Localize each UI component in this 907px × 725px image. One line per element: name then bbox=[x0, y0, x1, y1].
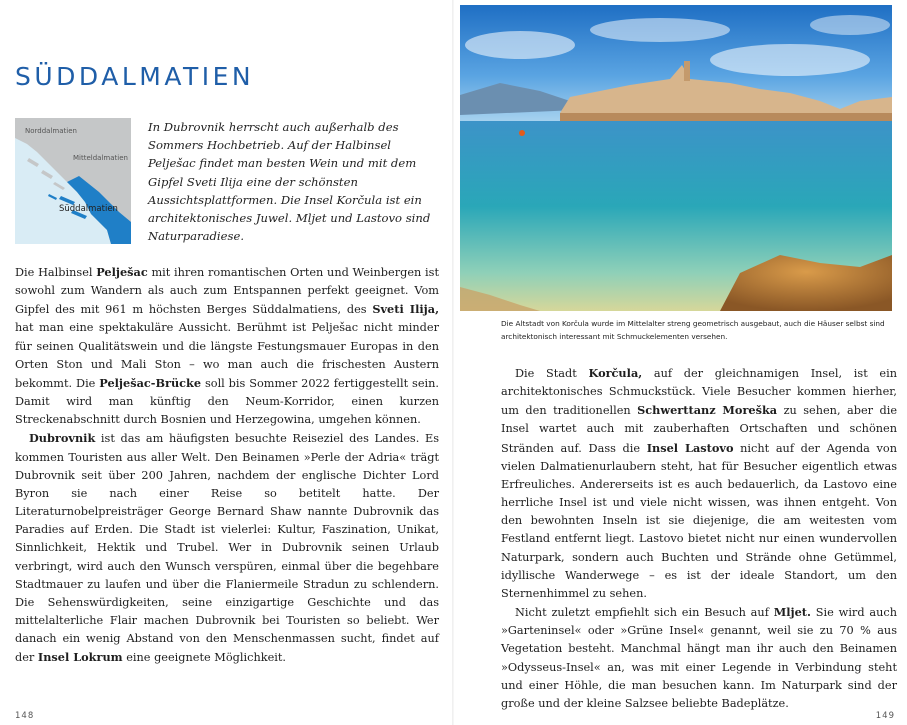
map-label-mitteldalmatien: Mitteldalmatien bbox=[73, 154, 128, 162]
paragraph-korcula: Die Stadt Korčula, auf der gleichnamigen Insel, ist ein architektonisches Schmuckstück. Viele Besucher kommen hierher, um den traditionellen Schwerttanz Moreška zu sehen, aber die Insel wartet auch mit zauberhaften Ortschaften und schönen Stränden auf. Dass die Insel Lastovo nicht auf der Agenda von vielen Dalmatienurlaubern steht, hat für Besucher eigentlich etwas Erfreuliches. Andererseits ist es auch bedauerlich, da Lastovo eine herrliche Insel ist und viele nicht wissen, was ihnen entgeht. Von den bewohnten Inseln ist sie diejenige, die am weitesten vom Festland entfernt liegt. Lastovo bietet nicht nur einen wundervollen Naturpark, sondern auch Buchten und Strände ohne Getümmel, idyllische Wanderwege – es ist der ideale Standort, um den Sternenhimmel zu sehen. bbox=[501, 366, 898, 600]
paragraph-dubrovnik: Dubrovnik ist das am häufigsten besuchte Reiseziel des Landes. Es kommen Touristen aus aller Welt. Den Beinamen »Perle der Adria« trägt Dubrovnik seit über 200 Jahren, nachdem der englische Dichter Lord Byron sie nach einer Reise so betitelt hatte. Der Literaturnobelpreisträger George Bernard Shaw nannte Dubrovnik das Paradies auf Erden. Die Stadt ist vielerlei: Kultur, Faszination, Unikat, Sinnlichkeit, Hektik und Trubel. Wer in Dubrovnik seinen Urlaub verbringt, wird auch den Wunsch verspüren, einmal über die begehbare Stadtmauer zu laufen und über die Flaniermeile Stradun zu schlendern. Die Sehenswürdigkeiten, seine einzigartige Geschichte und das mittelalterliche Flair machen Dubrovnik bei Touristen so beliebt. Wer danach ein wenig Abstand von den Menschenmassen sucht, findet auf der Insel Lokrum eine geeignete Möglichkeit. bbox=[15, 431, 439, 665]
page-number-right: 149 bbox=[875, 711, 895, 721]
left-page bbox=[0, 0, 453, 725]
paragraph-peljesac: Die Halbinsel Pelješac mit ihren romantischen Orten und Weinbergen ist sowohl zum Wandern als auch zum Entspannen perfekt geeignet. Vom Gipfel des mit 961 m höchsten Berges Süddalmatiens, des Sveti Ilija, hat man eine spektakuläre Aussicht. Berühmt ist Pelješac nicht minder für seinen Qualitätswein und die längste Festungsmauer Europas in den Orten Ston und Mali Ston – wo man auch die frischesten Austern bekommt. Die Pelješac-Brücke soll bis Sommer 2022 fertiggestellt sein. Damit wird man künftig den Neum-Korridor, einen kurzen Streckenabschnitt durch Bosnien und Herzegowina, umgehen können. bbox=[15, 265, 440, 427]
region-locator-map bbox=[15, 118, 131, 244]
term-korcula: Korčula, bbox=[588, 366, 643, 380]
chapter-title: SÜDDALMATIEN bbox=[15, 62, 255, 91]
left-body-text bbox=[15, 263, 439, 667]
term-dubrovnik: Dubrovnik bbox=[29, 431, 96, 446]
right-page bbox=[453, 0, 907, 725]
photo-caption: Die Altstadt von Korčula wurde im Mittelalter streng geometrisch ausgebaut, auch die Häuser selbst sind architektonisch interessant mit Schmuckelementen versehen. bbox=[501, 319, 885, 341]
term-schwerttanz-moreska: Schwerttanz Moreška bbox=[637, 403, 778, 418]
map-graphic bbox=[15, 118, 131, 244]
korcula-photo bbox=[460, 5, 892, 311]
term-peljesac-bruecke: Pelješac-Brücke bbox=[99, 375, 202, 390]
chapter-intro: In Dubrovnik herrscht auch außerhalb des Sommers Hochbetrieb. Auf der Halbinsel Pelješac findet man besten Wein und mit dem Gipfel Sveti Ilija eine der schönsten Aussichtsplattformen. Die Insel Korčula ist ein architektonisches Juwel. Mljet und Lastovo sind Naturparadiese. bbox=[148, 120, 431, 244]
term-mljet: Mljet. bbox=[773, 605, 811, 620]
map-label-sueddalmatien: Süddalmatien bbox=[59, 204, 118, 214]
korcula-photo-illustration bbox=[460, 5, 892, 311]
map-label-norddalmatien: Norddalmatien bbox=[25, 127, 77, 135]
right-body-text bbox=[501, 364, 897, 713]
term-insel-lokrum: Insel Lokrum bbox=[37, 650, 123, 665]
page-number-left: 148 bbox=[15, 711, 35, 721]
term-insel-lastovo: Insel Lastovo bbox=[646, 440, 734, 455]
term-sveti-ilija: Sveti Ilija, bbox=[372, 302, 440, 317]
term-peljesac: Pelješac bbox=[96, 265, 148, 279]
paragraph-mljet: Nicht zuletzt empfiehlt sich ein Besuch auf Mljet. Sie wird auch »Garteninsel« oder »Grüne Insel« genannt, weil sie zu 70 % aus Vegetation besteht. Manchmal hängt man ihr auch den Beinamen »Odysseus-Insel« an, was mit einer Legende in Verbindung steht und einer Höhle, die man besuchen kann. Im Naturpark sind der große und der kleine Salzsee beliebte Badeplätze. bbox=[501, 605, 897, 710]
